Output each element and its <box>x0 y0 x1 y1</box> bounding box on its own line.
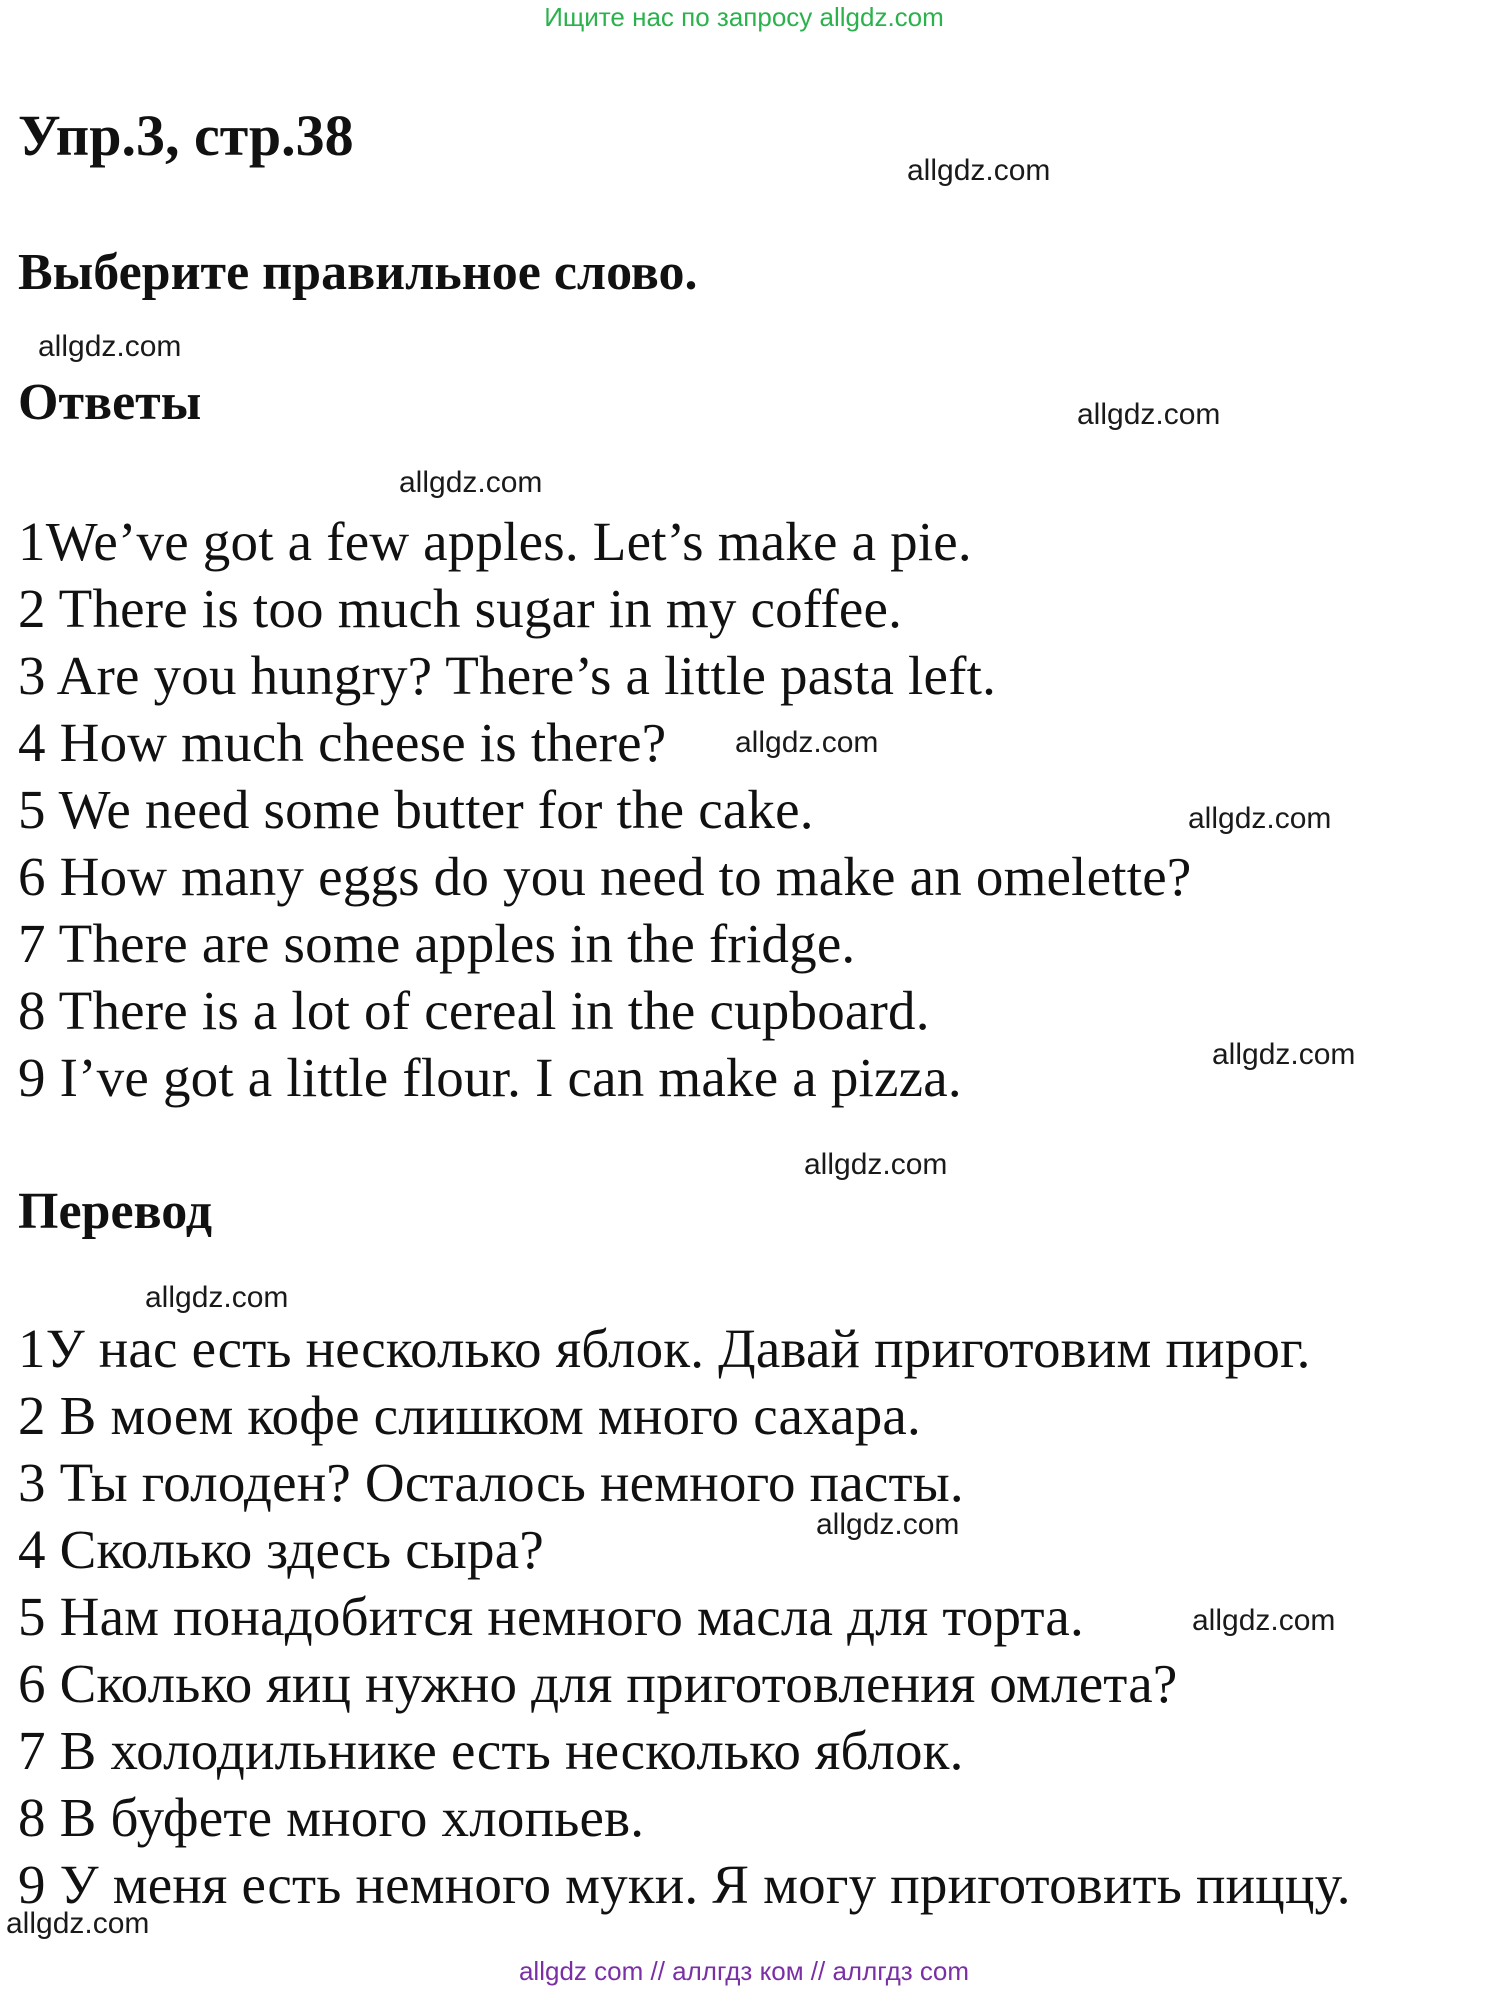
watermark: allgdz.com <box>145 1281 289 1314</box>
answer-line: 7 There are some apples in the fridge. <box>18 913 856 974</box>
translation-line: 3 Ты голоден? Осталось немного пасты. <box>18 1452 964 1513</box>
translation-line: 5 Нам понадобится немного масла для торта. <box>18 1586 1084 1647</box>
watermark: allgdz.com <box>1192 1604 1336 1637</box>
watermark: allgdz.com <box>1212 1038 1356 1071</box>
answers-heading: Ответы <box>18 374 202 431</box>
answer-line: 4 How much cheese is there? <box>18 712 667 773</box>
translation-heading: Перевод <box>18 1183 213 1240</box>
watermark: allgdz.com <box>735 726 879 759</box>
page-title: Упр.3, стр.38 <box>18 103 354 168</box>
translation-line: 8 В буфете много хлопьев. <box>18 1787 645 1848</box>
answer-line: 6 How many eggs do you need to make an omelette? <box>18 846 1192 907</box>
answer-line: 9 I’ve got a little flour. I can make a pizza. <box>18 1047 962 1108</box>
watermark: allgdz.com <box>1188 802 1332 835</box>
watermark: allgdz.com <box>38 330 182 363</box>
translation-line: 1У нас есть несколько яблок. Давай приготовим пирог. <box>18 1318 1311 1379</box>
answer-line: 8 There is a lot of cereal in the cupboard. <box>18 980 930 1041</box>
watermark: allgdz.com <box>907 154 1051 187</box>
watermark: allgdz.com <box>6 1907 150 1940</box>
top-banner[interactable]: Ищите нас по запросу allgdz.com <box>544 2 944 32</box>
watermark: allgdz.com <box>816 1508 960 1541</box>
answer-line: 2 There is too much sugar in my coffee. <box>18 578 903 639</box>
watermark: allgdz.com <box>804 1148 948 1181</box>
answer-line: 1We’ve got a few apples. Let’s make a pie. <box>18 511 972 572</box>
translation-line: 2 В моем кофе слишком много сахара. <box>18 1385 921 1446</box>
task-instruction: Выберите правильное слово. <box>18 244 698 301</box>
watermark: allgdz.com <box>399 466 543 499</box>
answer-line: 5 We need some butter for the cake. <box>18 779 814 840</box>
translation-line: 4 Сколько здесь сыра? <box>18 1519 544 1580</box>
translation-line: 7 В холодильнике есть несколько яблок. <box>18 1720 964 1781</box>
answer-line: 3 Are you hungry? There’s a little pasta left. <box>18 645 997 706</box>
bottom-banner[interactable]: allgdz com // аллгдз ком // аллгдз com <box>518 1956 970 1986</box>
translation-line: 9 У меня есть немного муки. Я могу приготовить пиццу. <box>18 1854 1351 1915</box>
translation-line: 6 Сколько яиц нужно для приготовления омлета? <box>18 1653 1178 1714</box>
watermark: allgdz.com <box>1077 398 1221 431</box>
